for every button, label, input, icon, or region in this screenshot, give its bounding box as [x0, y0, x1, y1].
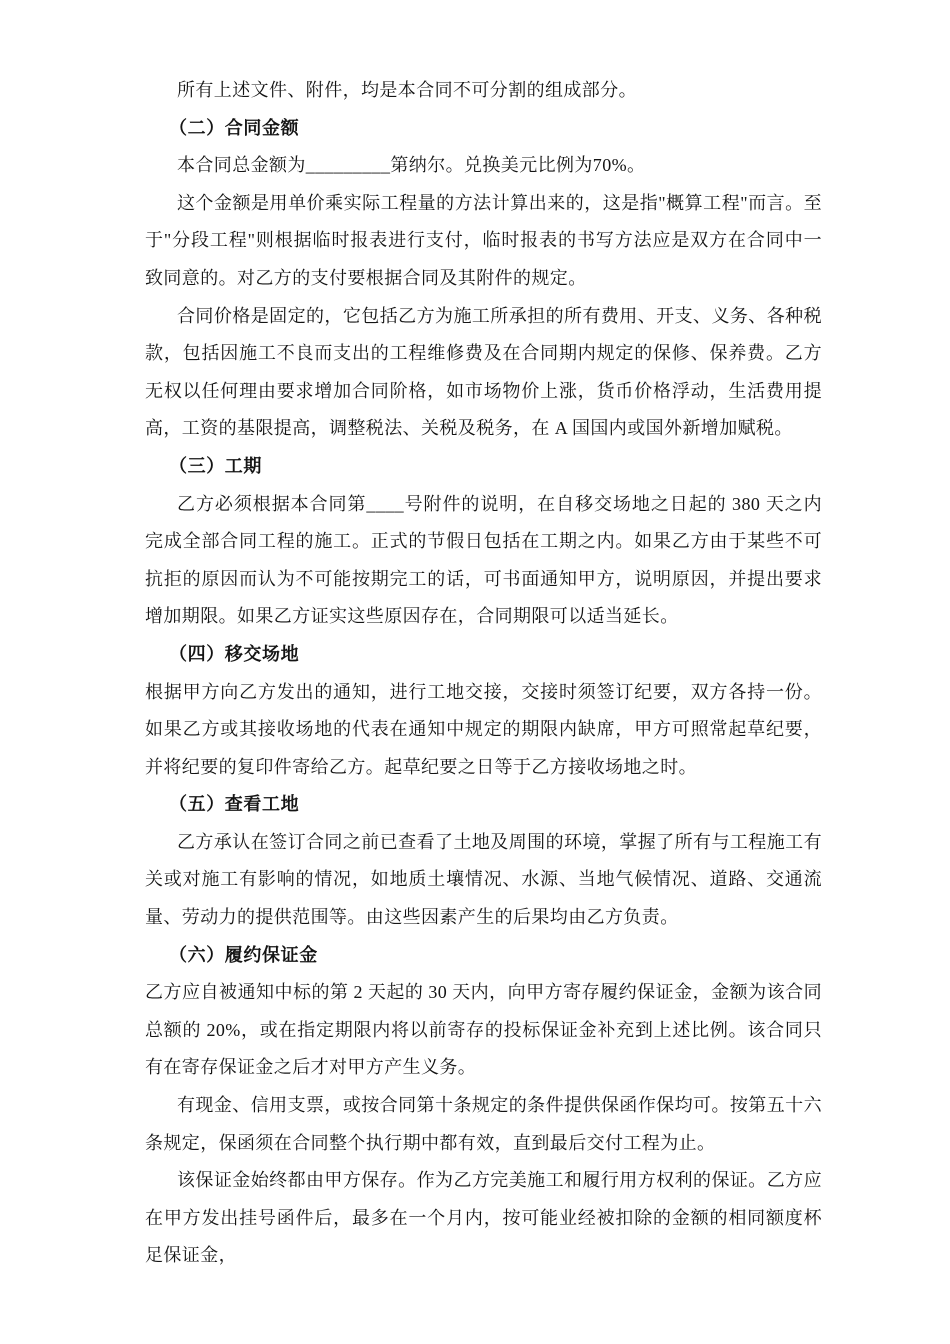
paragraph: 本合同总金额为_________第纳尔。兑换美元比例为70%。 — [177, 155, 646, 176]
section-heading: （六）履约保证金 — [169, 944, 318, 965]
paragraph: 乙方必须根据本合同第____号附件的说明，在自移交场地之日起的 380 天之内完成全部合同工程的施工。正式的节假日包括在工期之内。如果乙方由于某些不可抗拒的原因而认为不可能按期完工的话，可书面通知甲方，说明原因，并提出要求增加期限。如果乙方证实这些原因存在，合同期限可以适当延长。 — [145, 493, 822, 627]
document-content — [145, 72, 822, 1275]
paragraph: 合同价格是固定的，它包括乙方为施工所承担的所有费用、开支、义务、各种税款，包括因施工不良而支出的工程维修费及在合同期内规定的保修、保养费。乙方无权以任何理由要求增加合同阶格，如市场物价上涨，货币价格浮动，生活费用提高，工资的基限提高，调整税法、关税及税务，在 A 国国内或国外新增加赋税。 — [145, 305, 822, 439]
section-heading: （四）移交场地 — [169, 643, 300, 664]
section-heading: （五）查看工地 — [169, 794, 300, 815]
paragraph: 所有上述文件、附件，均是本合同不可分割的组成部分。 — [177, 80, 637, 100]
paragraph: 根据甲方向乙方发出的通知，进行工地交接，交接时须签订纪要，双方各持一份。如果乙方或其接收场地的代表在通知中规定的期限内缺席，甲方可照常起草纪要，并将纪要的复印件寄给乙方。起草纪要之日等于乙方接收场地之时。 — [145, 681, 822, 777]
paragraph: 有现金、信用支票，或按合同第十条规定的条件提供保函作保均可。按第五十六条规定，保函须在合同整个执行期中都有效，直到最后交付工程为止。 — [145, 1095, 822, 1153]
paragraph: 乙方应自被通知中标的第 2 天起的 30 天内，向甲方寄存履约保证金，金额为该合同总额的 20%，或在指定期限内将以前寄存的投标保证金补充到上述比例。该合同只有在寄存保证金之后才对甲方产生义务。 — [145, 982, 822, 1078]
section-heading: （二）合同金额 — [169, 117, 300, 138]
section-heading: （三）工期 — [169, 455, 262, 476]
paragraph: 乙方承认在签订合同之前已查看了土地及周围的环境，掌握了所有与工程施工有关或对施工有影响的情况，如地质土壤情况、水源、当地气候情况、道路、交通流量、劳动力的提供范围等。由这些因素产生的后果均由乙方负责。 — [145, 831, 822, 928]
paragraph: 这个金额是用单价乘实际工程量的方法计算出来的，这是指"概算工程"而言。至于"分段工程"则根据临时报表进行支付，临时报表的书写方法应是双方在合同中一致同意的。对乙方的支付要根据合同及其附件的规定。 — [145, 192, 822, 288]
paragraph: 该保证金始终都由甲方保存。作为乙方完美施工和履行用方权利的保证。乙方应在甲方发出挂号函件后，最多在一个月内，按可能业经被扣除的金额的相同额度杯足保证金， — [145, 1170, 822, 1266]
